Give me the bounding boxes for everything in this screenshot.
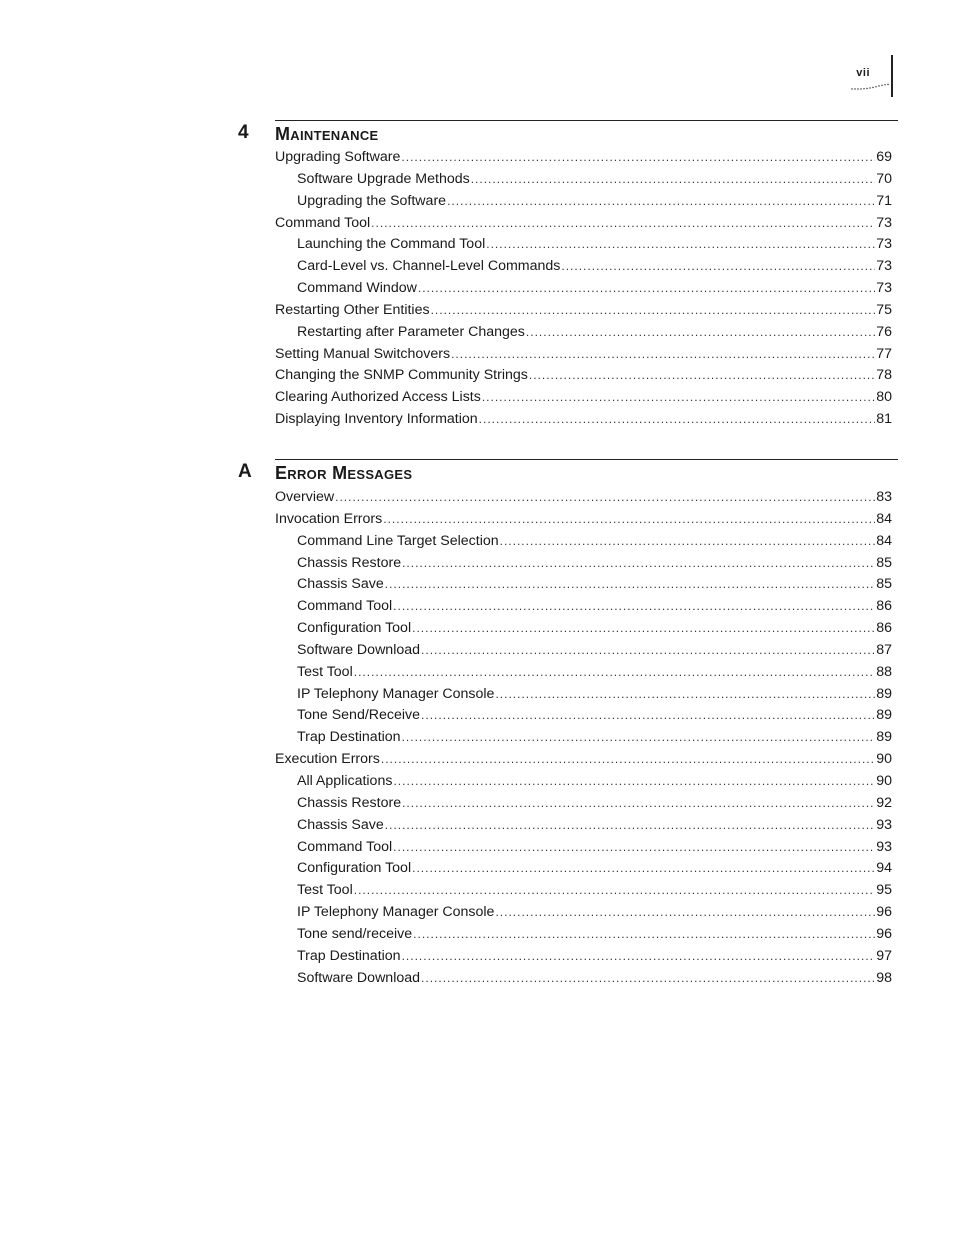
toc-entry-page: 84: [876, 510, 892, 527]
toc-leader-dots: [402, 730, 876, 744]
chapter-rule: [275, 459, 898, 460]
toc-leader-dots: [413, 927, 875, 941]
toc-entry-label: Trap Destination: [297, 947, 401, 964]
toc-entry-label: Software Download: [297, 969, 421, 986]
toc-entry-label: Tone send/receive: [297, 925, 413, 942]
toc-leader-dots: [402, 796, 875, 810]
toc-entry[interactable]: [275, 533, 892, 555]
toc-entry-page: 83: [876, 489, 892, 505]
toc-entry-page: 90: [876, 751, 892, 768]
toc-entry-label: IP Telephony Manager Console: [297, 685, 495, 702]
page-number: vii: [856, 67, 870, 79]
toc-entry-page: 78: [876, 367, 892, 384]
toc-entry-page: 75: [876, 301, 892, 318]
toc-entry-label: Chassis Restore: [297, 554, 402, 571]
toc-leader-dots: [421, 971, 875, 985]
toc-entry[interactable]: [275, 860, 892, 882]
toc-entry[interactable]: [275, 555, 892, 577]
toc-leader-dots: [393, 840, 875, 854]
toc-leader-dots: [402, 556, 875, 570]
toc-entry-page: 84: [876, 532, 892, 549]
toc-entry-page: 89: [876, 729, 892, 746]
toc-entry-label: Chassis Save: [297, 816, 384, 833]
toc-entry[interactable]: [275, 904, 892, 926]
toc-leader-dots: [495, 687, 875, 701]
toc-entry-page: 73: [876, 258, 892, 275]
dotted-swash-icon: [851, 83, 891, 91]
toc-entry-page: 90: [876, 772, 892, 789]
toc-leader-dots: [418, 281, 875, 295]
toc-entry[interactable]: [275, 193, 892, 215]
toc-entry-page: 86: [876, 598, 892, 615]
toc-entry-label: Overview: [275, 489, 335, 505]
toc-entry-label: Card-Level vs. Channel-Level Commands: [297, 258, 561, 275]
chapter-number: A: [238, 461, 252, 482]
page-number-box: [851, 55, 893, 97]
toc-leader-dots: [447, 194, 875, 208]
toc-entry-label: Chassis Save: [297, 576, 384, 593]
toc-entries: [275, 149, 892, 433]
toc-leader-dots: [354, 883, 875, 897]
toc-entry[interactable]: [275, 620, 892, 642]
toc-entry[interactable]: [275, 411, 892, 433]
toc-entry[interactable]: [275, 511, 892, 533]
toc-leader-dots: [431, 303, 876, 317]
toc-entry[interactable]: [275, 215, 892, 237]
toc-entry-label: Test Tool: [297, 663, 353, 680]
toc-entry-label: Clearing Authorized Access Lists: [275, 389, 481, 406]
toc-entry-page: 93: [876, 816, 892, 833]
toc-leader-dots: [561, 259, 875, 273]
toc-entry-label: Changing the SNMP Community Strings: [275, 367, 528, 384]
toc-entry[interactable]: [275, 686, 892, 708]
toc-entry[interactable]: [275, 882, 892, 904]
toc-entry-page: 92: [876, 794, 892, 811]
chapter-number: 4: [238, 122, 249, 143]
toc-entry-page: 89: [876, 685, 892, 702]
toc-entry-page: 89: [876, 707, 892, 724]
toc-entry-label: All Applications: [297, 772, 393, 789]
toc-entry-label: Software Download: [297, 641, 421, 658]
toc-entry[interactable]: [275, 839, 892, 861]
toc-entry-label: Test Tool: [297, 882, 353, 899]
toc-entry[interactable]: [275, 817, 892, 839]
toc-leader-dots: [354, 665, 875, 679]
toc-entry[interactable]: [275, 171, 892, 193]
toc-leader-dots: [421, 708, 875, 722]
toc-leader-dots: [381, 752, 875, 766]
toc-entry[interactable]: [275, 642, 892, 664]
toc-entry-page: 73: [876, 280, 892, 297]
toc-entry-label: Software Upgrade Methods: [297, 170, 470, 187]
toc-entry[interactable]: [275, 280, 892, 302]
toc-entry-label: Upgrading Software: [275, 149, 401, 165]
toc-entry-page: 71: [876, 192, 892, 209]
toc-leader-dots: [479, 412, 876, 426]
toc-entry-page: 98: [876, 969, 892, 986]
toc-entry-label: Setting Manual Switchovers: [275, 345, 451, 362]
toc-entry[interactable]: [275, 751, 892, 773]
toc-entry-label: Upgrading the Software: [297, 192, 447, 209]
toc-entry-page: 97: [876, 947, 892, 964]
toc-entry-page: 77: [876, 345, 892, 362]
toc-leader-dots: [421, 643, 875, 657]
toc-entry[interactable]: [275, 729, 892, 751]
toc-entry-label: Invocation Errors: [275, 510, 383, 527]
toc-entry-label: Launching the Command Tool: [297, 236, 486, 253]
toc-entry-page: 73: [876, 214, 892, 231]
toc-entry-label: Command Tool: [297, 838, 393, 855]
toc-leader-dots: [500, 534, 876, 548]
toc-entry-label: Configuration Tool: [297, 860, 412, 877]
toc-leader-dots: [526, 325, 875, 339]
toc-entry-label: Displaying Inventory Information: [275, 411, 478, 428]
toc-entry-label: Tone Send/Receive: [297, 707, 421, 724]
toc-entry-label: Command Window: [297, 280, 417, 297]
toc-entry[interactable]: [275, 664, 892, 686]
toc-leader-dots: [412, 861, 875, 875]
toc-entry[interactable]: [275, 926, 892, 948]
toc-leader-dots: [385, 577, 875, 591]
toc-entry-label: Trap Destination: [297, 729, 401, 746]
toc-entry-page: 85: [876, 576, 892, 593]
toc-entries: [275, 489, 892, 991]
toc-entry-page: 69: [876, 149, 892, 165]
toc-entry[interactable]: [275, 367, 892, 389]
toc-entry-label: Command Tool: [275, 214, 371, 231]
toc-entry-page: 80: [876, 389, 892, 406]
toc-entry[interactable]: [275, 302, 892, 324]
toc-entry-label: Restarting after Parameter Changes: [297, 323, 525, 340]
toc-leader-dots: [393, 599, 875, 613]
toc-entry[interactable]: [275, 346, 892, 368]
toc-entry[interactable]: [275, 149, 892, 171]
toc-leader-dots: [371, 216, 875, 230]
toc-entry[interactable]: [275, 948, 892, 970]
toc-entry[interactable]: [275, 598, 892, 620]
toc-entry-label: Execution Errors: [275, 751, 380, 768]
toc-entry-label: Restarting Other Entities: [275, 301, 430, 318]
chapter-title: Error Messages: [275, 463, 413, 483]
toc-leader-dots: [471, 172, 876, 186]
toc-entry-page: 85: [876, 554, 892, 571]
toc-leader-dots: [383, 512, 875, 526]
toc-leader-dots: [393, 774, 875, 788]
toc-entry[interactable]: [275, 489, 892, 511]
toc-entry[interactable]: [275, 258, 892, 280]
toc-entry-label: Command Tool: [297, 598, 393, 615]
toc-entry-label: Configuration Tool: [297, 620, 412, 637]
toc-leader-dots: [486, 237, 875, 251]
toc-leader-dots: [529, 368, 875, 382]
toc-entry[interactable]: [275, 236, 892, 258]
chapter-title: Maintenance: [275, 124, 379, 144]
toc-entry-page: 87: [876, 641, 892, 658]
page-number-rule-vertical: [891, 55, 893, 97]
toc-leader-dots: [402, 949, 876, 963]
toc-entry[interactable]: [275, 576, 892, 598]
toc-entry-label: Chassis Restore: [297, 794, 402, 811]
toc-entry-page: 73: [876, 236, 892, 253]
toc-leader-dots: [495, 905, 875, 919]
toc-entry-page: 76: [876, 323, 892, 340]
toc-entry-label: Command Line Target Selection: [297, 532, 499, 549]
toc-entry-page: 88: [876, 663, 892, 680]
toc-entry-page: 95: [876, 882, 892, 899]
chapter-rule: [275, 120, 898, 121]
toc-leader-dots: [482, 390, 875, 404]
toc-entry[interactable]: [275, 324, 892, 346]
toc-entry-page: 96: [876, 904, 892, 921]
toc-entry-page: 81: [876, 411, 892, 428]
toc-entry[interactable]: [275, 389, 892, 411]
toc-leader-dots: [385, 818, 875, 832]
toc-leader-dots: [451, 347, 875, 361]
toc-entry[interactable]: [275, 970, 892, 992]
toc-leader-dots: [412, 621, 875, 635]
toc-entry-page: 96: [876, 925, 892, 942]
toc-entry[interactable]: [275, 707, 892, 729]
toc-entry-page: 93: [876, 838, 892, 855]
toc-entry-page: 86: [876, 620, 892, 637]
toc-leader-dots: [335, 490, 875, 504]
toc-leader-dots: [401, 150, 875, 164]
toc-entry-page: 94: [876, 860, 892, 877]
toc-entry-label: IP Telephony Manager Console: [297, 904, 495, 921]
toc-entry-page: 70: [876, 170, 892, 187]
toc-entry[interactable]: [275, 773, 892, 795]
toc-entry[interactable]: [275, 795, 892, 817]
